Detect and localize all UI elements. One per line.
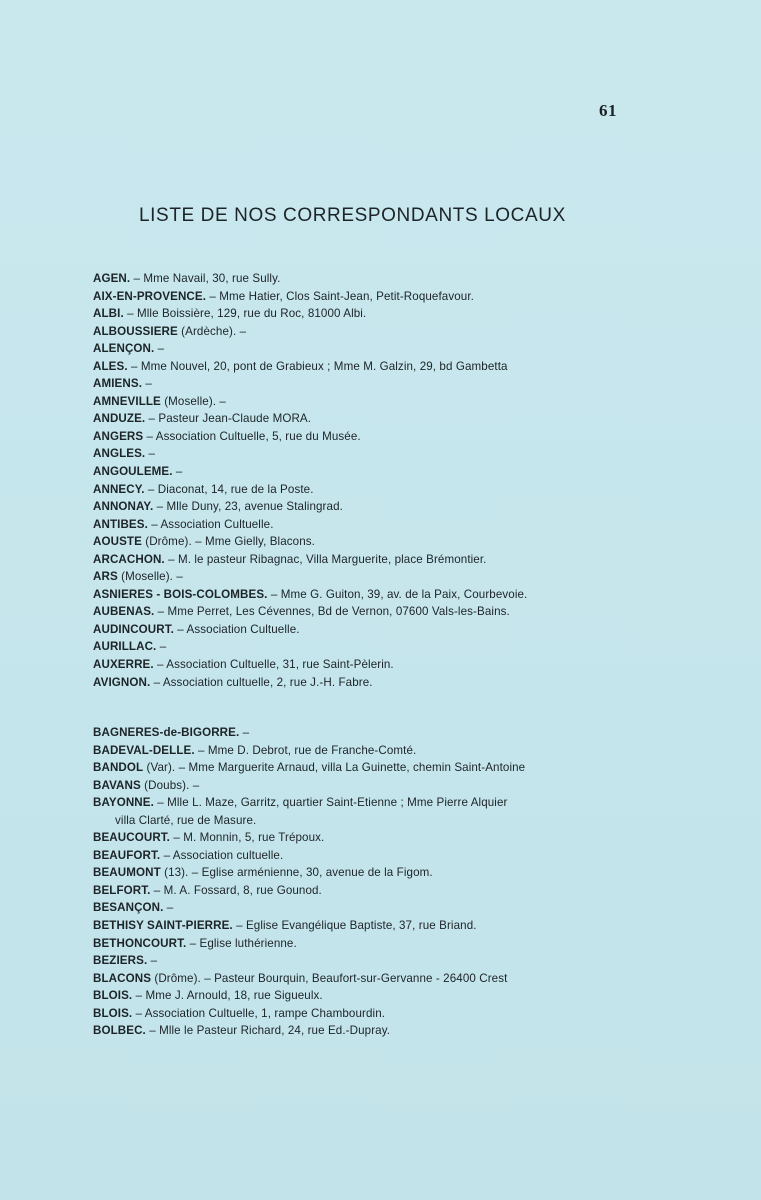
list-item: [93, 674, 733, 692]
place-name: BEAUMONT: [93, 866, 161, 880]
place-name: ALENÇON.: [93, 342, 155, 356]
list-item: [93, 759, 733, 777]
list-item: [93, 428, 733, 446]
list-item: [93, 498, 733, 516]
place-name: AMIENS.: [93, 377, 143, 391]
place-name: ANNECY.: [93, 482, 145, 496]
correspondent-detail: –: [239, 726, 250, 739]
correspondent-detail: – Eglise luthérienne.: [186, 936, 297, 950]
correspondent-detail: (Var). – Mme Marguerite Arnaud, villa La Guinette, chemin Saint-Antoine: [143, 761, 526, 775]
correspondent-detail: – Mme Perret, Les Cévennes, Bd de Vernon, 07600 Vals-les-Bains.: [154, 605, 510, 619]
place-name: BAGNERES-de-BIGORRE.: [93, 726, 240, 739]
correspondent-detail: (Ardèche). –: [177, 324, 247, 338]
correspondent-detail: (Doubs). –: [140, 778, 200, 792]
list-item: [93, 323, 733, 341]
list-item: [93, 847, 733, 865]
place-name: ALES.: [93, 359, 128, 373]
place-name: AGEN.: [93, 272, 131, 285]
list-item: [93, 899, 733, 917]
correspondent-detail: – Mlle L. Maze, Garritz, quartier Saint-Etienne ; Mme Pierre Alquier: [153, 796, 508, 810]
correspondent-detail: –: [145, 447, 156, 461]
list-item: [93, 375, 733, 393]
correspondent-detail: – Pasteur Jean-Claude MORA.: [145, 412, 312, 426]
place-name: ANDUZE.: [93, 412, 146, 426]
place-name: BETHONCOURT.: [93, 936, 187, 950]
list-item: [93, 724, 733, 742]
list-item: [93, 935, 733, 953]
correspondent-detail: – Association Cultuelle.: [147, 517, 274, 531]
correspondent-detail: – Mme J. Arnould, 18, rue Sigueulx.: [132, 989, 323, 1003]
correspondent-detail-continued: villa Clarté, rue de Masure.: [115, 813, 257, 827]
place-name: BAVANS: [93, 778, 141, 792]
place-name: ANGLES.: [93, 447, 146, 461]
correspondent-detail: – Mme Hatier, Clos Saint-Jean, Petit-Roquefavour.: [206, 289, 474, 303]
correspondent-detail: – Mme G. Guiton, 39, av. de la Paix, Courbevoie.: [267, 587, 528, 601]
correspondent-detail: – Mlle le Pasteur Richard, 24, rue Ed.-Dupray.: [145, 1024, 391, 1038]
correspondent-detail: –: [163, 901, 174, 915]
place-name: BEZIERS.: [93, 954, 148, 968]
correspondent-detail: – Mme Nouvel, 20, pont de Grabieux ; Mme M. Galzin, 29, bd Gambetta: [127, 359, 508, 373]
place-name: ARS: [93, 570, 118, 584]
list-item: [93, 603, 733, 621]
correspondent-detail: – M. le pasteur Ribagnac, Villa Marguerite, place Brémontier.: [164, 552, 487, 566]
list-item: [93, 270, 733, 288]
correspondent-detail: – Association Cultuelle, 5, rue du Musée.: [143, 429, 361, 443]
correspondent-detail: – Mme D. Debrot, rue de Franche-Comté.: [194, 743, 417, 757]
correspondent-detail: – M. Monnin, 5, rue Trépoux.: [170, 831, 325, 845]
place-name: BEAUFORT.: [93, 848, 161, 862]
place-name: AUBENAS.: [93, 605, 155, 619]
place-name: ASNIERES - BOIS-COLOMBES.: [93, 587, 268, 601]
place-name: AUDINCOURT.: [93, 622, 174, 636]
place-name: BADEVAL-DELLE.: [93, 743, 195, 757]
correspondent-detail: –: [154, 342, 165, 356]
place-name: BOLBEC.: [93, 1024, 146, 1038]
list-item: [93, 656, 733, 674]
place-name: BELFORT.: [93, 883, 151, 897]
correspondent-detail: – Association Cultuelle, 31, rue Saint-Pèlerin.: [153, 658, 394, 672]
list-item: [93, 882, 733, 900]
list-item: [93, 621, 733, 639]
list-item: [93, 288, 733, 306]
list-item: [93, 917, 733, 935]
list-item: [93, 638, 733, 656]
place-name: AVIGNON.: [93, 675, 151, 689]
list-item: [93, 445, 733, 463]
list-item: [93, 777, 733, 795]
correspondent-detail: (Drôme). – Pasteur Bourquin, Beaufort-sur-Gervanne - 26400 Crest: [151, 971, 508, 985]
correspondent-detail: – Diaconat, 14, rue de la Poste.: [144, 482, 314, 496]
correspondent-detail: – Association cultuelle, 2, rue J.-H. Fabre.: [150, 675, 373, 689]
list-item: [93, 568, 733, 586]
place-name: ARCACHON.: [93, 552, 165, 566]
list-item: [93, 864, 733, 882]
list-item: [93, 481, 733, 499]
list-item: [93, 410, 733, 428]
correspondent-detail: (Moselle). –: [117, 570, 183, 584]
correspondent-detail: – Mlle Duny, 23, avenue Stalingrad.: [153, 500, 343, 514]
place-name: AIX-EN-PROVENCE.: [93, 289, 207, 303]
list-item: [93, 533, 733, 551]
correspondent-detail: – Eglise Evangélique Baptiste, 37, rue Briand.: [232, 919, 477, 933]
place-name: AURILLAC.: [93, 640, 157, 654]
correspondent-detail: –: [156, 640, 167, 654]
place-name: BLOIS.: [93, 1006, 133, 1020]
list-item: [93, 516, 733, 534]
list-item: [93, 551, 733, 569]
list-item: [93, 742, 733, 760]
list-item: [93, 305, 733, 323]
correspondent-detail: – Association Cultuelle, 1, rampe Chambourdin.: [132, 1006, 386, 1020]
list-item: [93, 952, 733, 970]
list-item: [93, 829, 733, 847]
correspondent-detail: –: [172, 465, 183, 479]
correspondent-list-a: [93, 270, 733, 691]
place-name: ANNONAY.: [93, 500, 154, 514]
place-name: AOUSTE: [93, 535, 142, 549]
place-name: ALBOUSSIERE: [93, 324, 178, 338]
place-name: BEAUCOURT.: [93, 831, 171, 845]
place-name: BESANÇON.: [93, 901, 164, 915]
list-item: [93, 1005, 733, 1023]
place-name: ANGOULEME.: [93, 465, 173, 479]
place-name: AMNEVILLE: [93, 394, 161, 408]
place-name: BAYONNE.: [93, 796, 154, 810]
correspondent-list-b: [93, 724, 733, 1040]
correspondent-detail: – Mme Navail, 30, rue Sully.: [130, 272, 281, 285]
place-name: AUXERRE.: [93, 658, 154, 672]
page-number: 61: [599, 101, 617, 120]
place-name: BLOIS.: [93, 989, 133, 1003]
list-item: [93, 1022, 733, 1040]
list-item: [93, 794, 733, 829]
place-name: ANGERS: [93, 429, 144, 443]
place-name: BLACONS: [93, 971, 152, 985]
correspondent-detail: –: [142, 377, 152, 391]
list-item: [93, 358, 733, 376]
correspondent-detail: – M. A. Fossard, 8, rue Gounod.: [150, 883, 322, 897]
correspondent-detail: – Association Cultuelle.: [173, 622, 300, 636]
correspondent-detail: – Association cultuelle.: [160, 848, 284, 862]
place-name: ALBI.: [93, 307, 124, 321]
list-item: [93, 987, 733, 1005]
correspondent-detail: –: [147, 954, 158, 968]
list-item: [93, 393, 733, 411]
correspondent-detail: (Moselle). –: [160, 394, 226, 408]
place-name: BETHISY SAINT-PIERRE.: [93, 919, 233, 933]
correspondent-detail: (13). – Eglise arménienne, 30, avenue de la Figom.: [160, 866, 433, 880]
list-item: [93, 463, 733, 481]
list-item: [93, 970, 733, 988]
list-item: [93, 340, 733, 358]
place-name: ANTIBES.: [93, 517, 148, 531]
correspondent-detail: (Drôme). – Mme Gielly, Blacons.: [141, 535, 315, 549]
place-name: BANDOL: [93, 761, 144, 775]
correspondent-detail: – Mlle Boissière, 129, rue du Roc, 81000 Albi.: [123, 307, 367, 321]
page-title: LISTE DE NOS CORRESPONDANTS LOCAUX: [139, 205, 566, 226]
list-item: [93, 586, 733, 604]
